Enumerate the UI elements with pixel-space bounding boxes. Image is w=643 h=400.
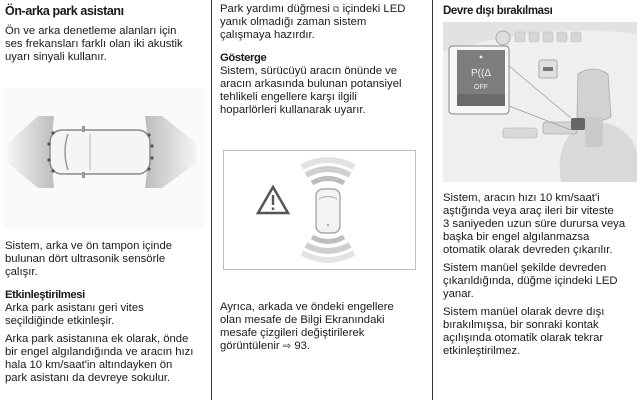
parking-display-illustration xyxy=(223,150,416,270)
text-line: otomatik olarak devreden çıkarılır. xyxy=(443,244,613,256)
car-sensor-zones-illustration xyxy=(4,88,204,228)
text-line: yanar. xyxy=(443,288,474,300)
warning-triangle-icon xyxy=(258,187,288,213)
text-line: park asistanı da devreye sokulur. xyxy=(5,372,171,384)
text-line: çalışır. xyxy=(5,266,38,278)
text-line: yanık olmadığı zaman sistem xyxy=(220,16,367,28)
column-divider xyxy=(211,0,212,400)
column-1-lower xyxy=(5,240,205,385)
text-line: etkinleştirilmez. xyxy=(443,345,521,357)
park-assist-button-illustration xyxy=(443,22,637,182)
text-line: bulunan dört ultrasonik sensörle xyxy=(5,253,166,265)
text-line: hala 10 km/saat'in altındayken ön xyxy=(5,359,173,371)
park-assist-button-icon: ⧉ xyxy=(333,4,340,14)
text-line: ses frekansları farklı olan iki akustik xyxy=(5,38,183,50)
column-divider xyxy=(432,0,433,400)
column-3-lower xyxy=(443,192,639,358)
section-heading-deactivation: Devre dışı bırakılması xyxy=(443,5,553,17)
text-line: Sistem, sürücüyü aracın önünde ve xyxy=(220,65,398,77)
text-line: tehlikeli engellere karşı ilgili xyxy=(220,91,357,103)
text-line: Ön ve arka denetleme alanları için xyxy=(5,25,177,37)
text-line: aştığında veya araç ileri bir viteste xyxy=(443,205,614,217)
text-line: başka bir engel algılanmazsa xyxy=(443,231,590,243)
subheading-display: Gösterge xyxy=(220,52,267,64)
text-line: Sistem manüel olarak devre dışı xyxy=(443,306,605,318)
text-line: hoparlörleri kullanarak uyarır. xyxy=(220,104,366,116)
off-label: OFF xyxy=(474,84,488,91)
text-line: mesafe çizgileri değiştirilerek xyxy=(220,327,365,339)
text-line: Sistem manüel şekilde devreden xyxy=(443,262,607,274)
text-line: çıkarıldığında, düğme içindeki LED xyxy=(443,275,618,287)
text-line: aracın arkasında bulunan potansiyel xyxy=(220,78,402,90)
text-line: Sistem, aracın hızı 10 km/saat'i xyxy=(443,192,600,204)
text-line: Park yardımı düğmesi ⧉ içindeki LED xyxy=(220,3,406,15)
text-line: Arka park asistanı geri vites xyxy=(5,302,144,314)
page-reference-arrow-icon[interactable]: ⇨ xyxy=(282,341,292,352)
subheading-activation: Etkinleştirilmesi xyxy=(5,289,85,301)
page-reference-link[interactable]: 93. xyxy=(294,340,311,352)
text-line: bırakılmışsa, bir sonraki kontak xyxy=(443,319,599,331)
text-line: seçildiğinde etkinleşir. xyxy=(5,315,115,327)
intro-paragraph xyxy=(5,25,205,64)
text-line: görüntülenir ⇨ 93. xyxy=(220,340,311,352)
text-line: çalışmaya hazırdır. xyxy=(220,29,315,41)
text-line: olan mesafe de Bilgi Ekranındaki xyxy=(220,314,385,326)
text-line: 3 saniyeden uzun süre durursa veya xyxy=(443,218,626,230)
text-line: Ayrıca, arkada ve öndeki engellere xyxy=(220,301,394,313)
column-2-lower xyxy=(220,301,415,353)
section-heading: Ön-arka park asistanı xyxy=(5,4,124,18)
park-assist-symbol: P((Δ xyxy=(470,68,492,79)
text-line: bir engel algılandığında ve aracın hızı xyxy=(5,346,194,358)
text-line: Arka park asistanına ek olarak, önde xyxy=(5,333,189,345)
text-line: açılışında otomatik olarak tekrar xyxy=(443,332,604,344)
text-line: Sistem, arka ve ön tampon içinde xyxy=(5,240,173,252)
text-line: uyarı sinyali kullanır. xyxy=(5,51,107,63)
